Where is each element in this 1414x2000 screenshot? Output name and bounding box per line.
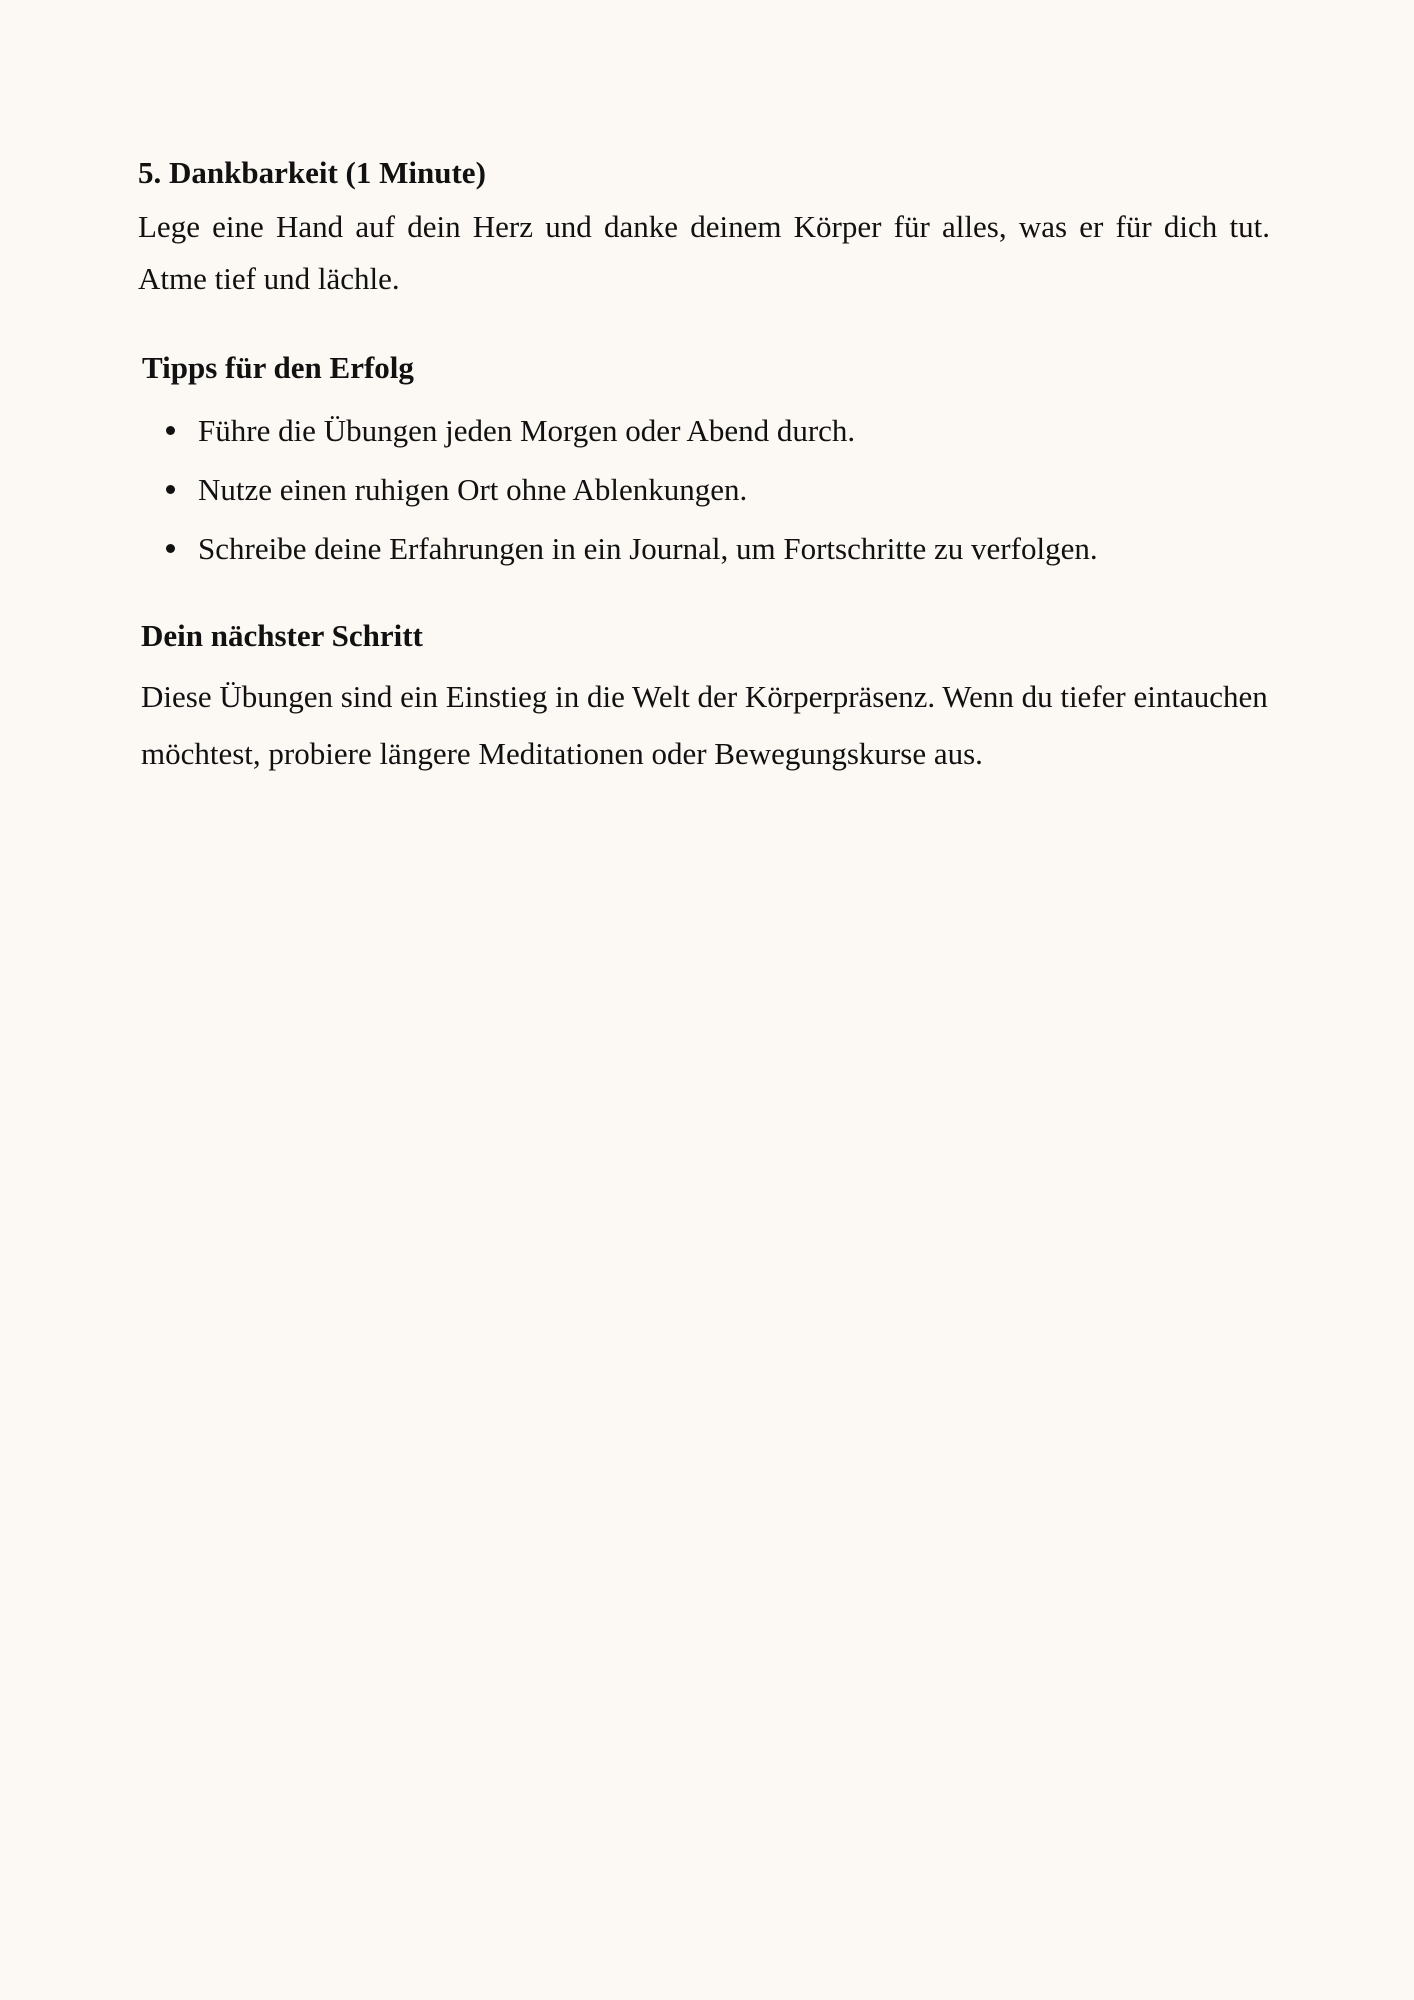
tip-item xyxy=(166,519,1098,578)
tip-item xyxy=(166,460,1098,519)
bullet-icon xyxy=(166,485,175,494)
tip-text: Führe die Übungen jeden Morgen oder Abend durch. xyxy=(198,413,856,448)
tips-heading: Tipps für den Erfolg xyxy=(142,350,414,385)
tips-list xyxy=(166,401,1098,578)
tip-text: Nutze einen ruhigen Ort ohne Ablenkungen. xyxy=(198,472,748,507)
gratitude-heading: 5. Dankbarkeit (1 Minute) xyxy=(138,155,486,190)
next-step-text: Diese Übungen sind ein Einstieg in die Welt der Körperpräsenz. Wenn du tiefer eintauchen möchtest, probiere längere Meditationen oder Bewegungskurse aus. xyxy=(141,679,1268,771)
gratitude-text: Lege eine Hand auf dein Herz und danke deinem Körper für alles, was er für dich tut. Atme tief und lächle. xyxy=(138,209,1270,296)
next-step-heading: Dein nächster Schritt xyxy=(141,618,423,653)
tip-item xyxy=(166,401,1098,460)
tip-text: Schreibe deine Erfahrungen in ein Journal, um Fortschritte zu verfolgen. xyxy=(198,531,1098,566)
bullet-icon xyxy=(166,544,175,553)
bullet-icon xyxy=(166,426,175,435)
